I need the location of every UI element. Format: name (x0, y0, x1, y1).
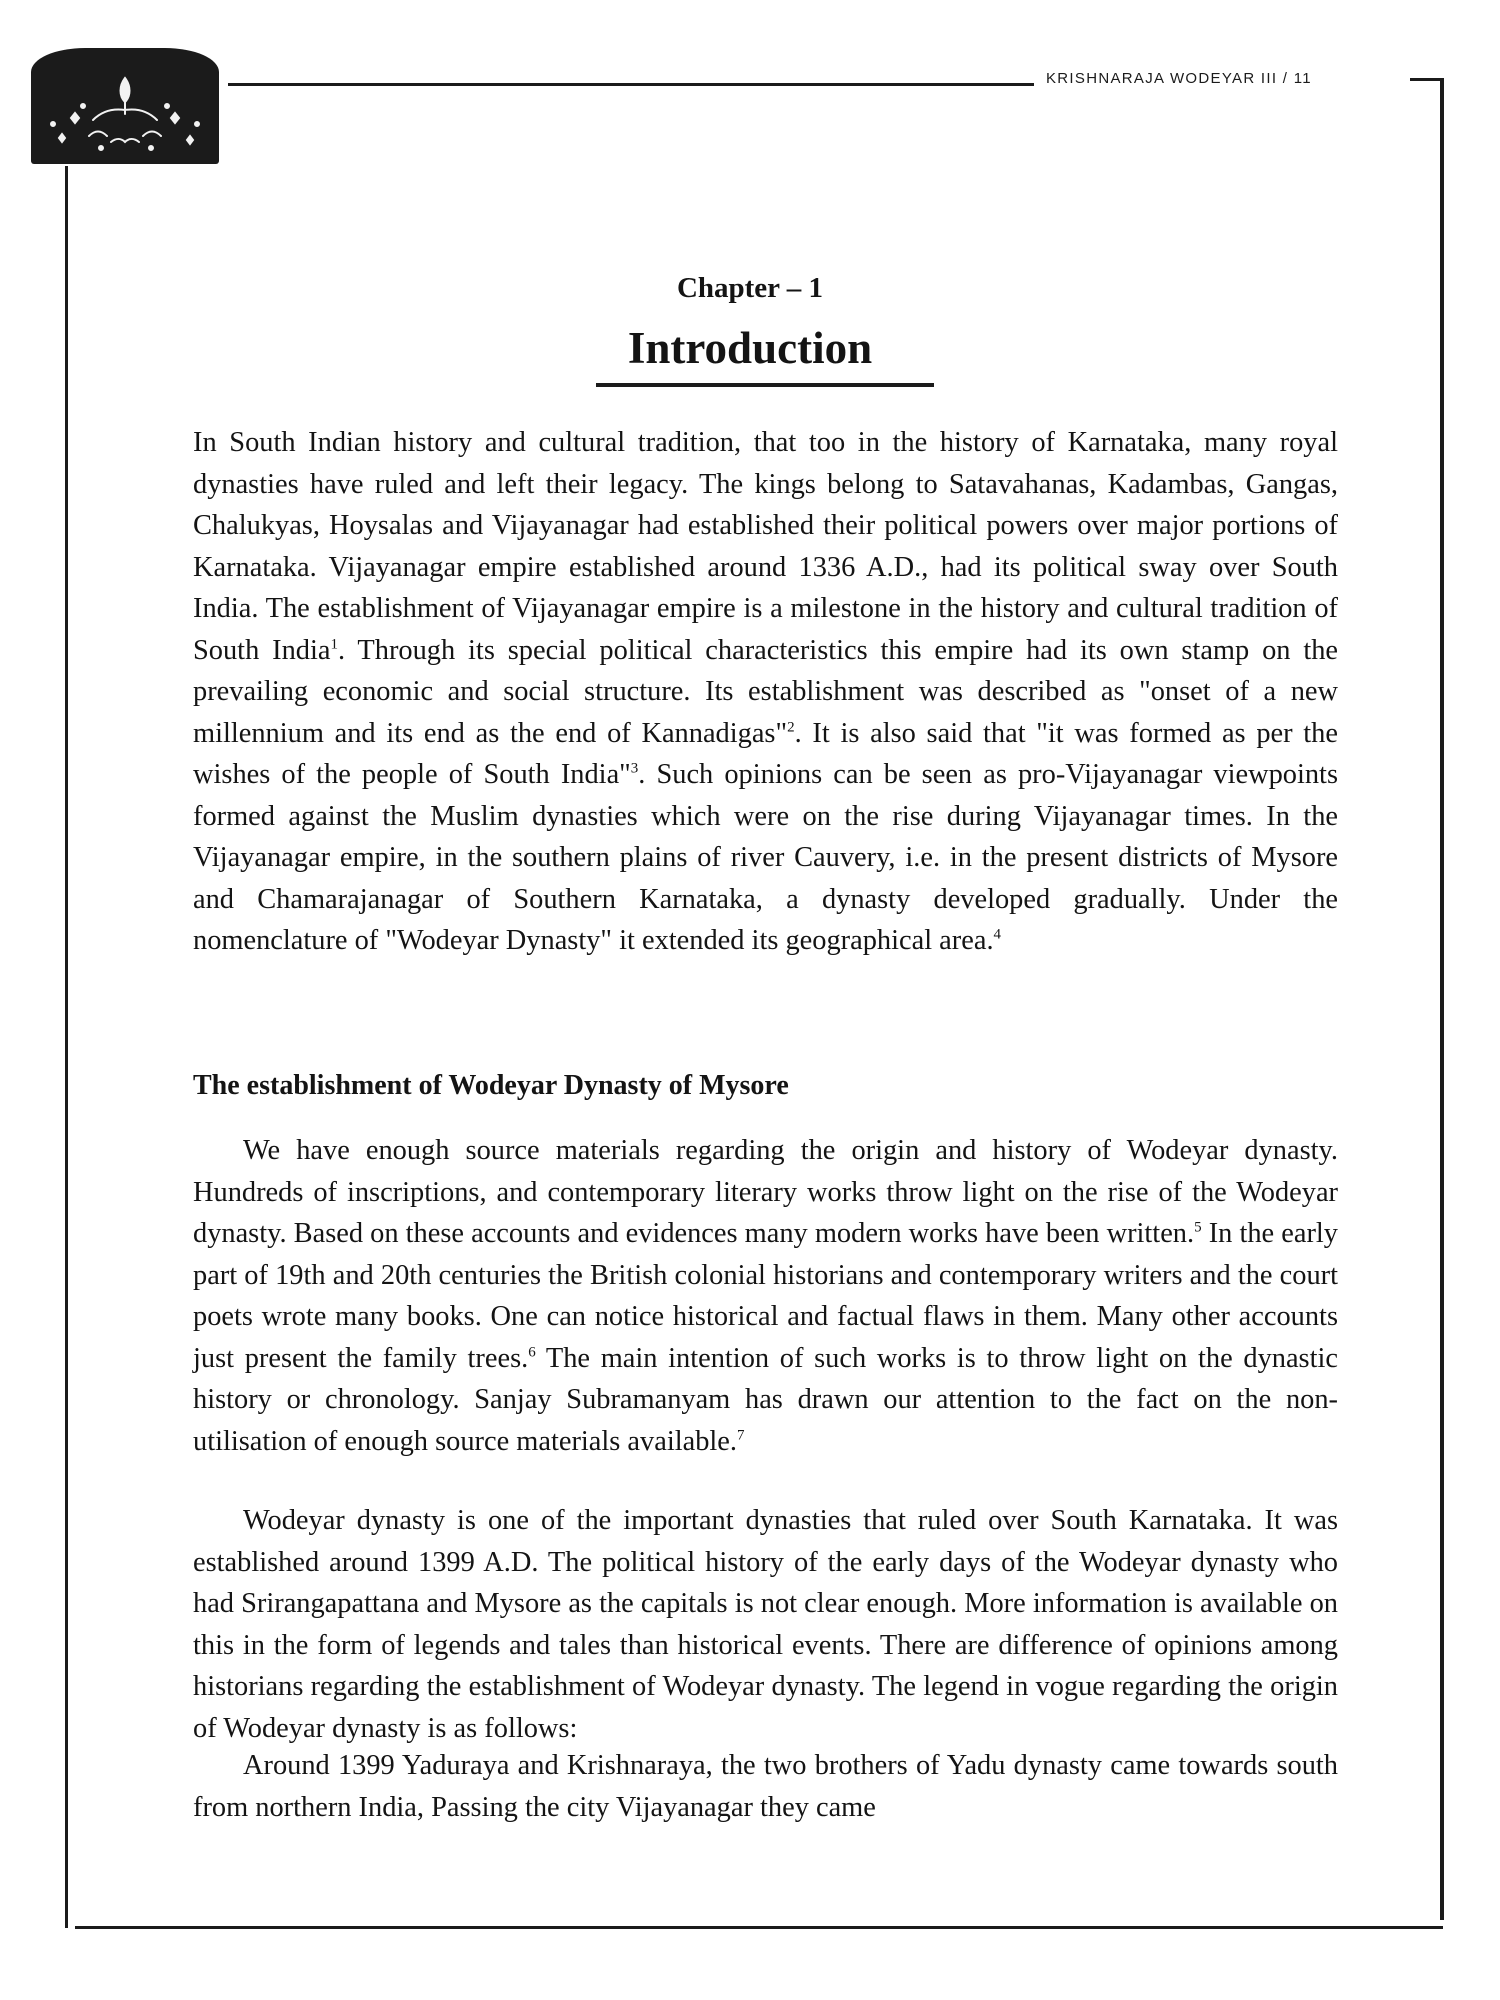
intro-text-4: . Such opinions can be seen as pro-Vijayanagar viewpoints formed against the Muslim dynasties which were on the rise during Vijayanagar times. In the Vijayanagar empire, in the southern plains of river Cauvery, i.e. in the present districts of Mysore and Chamarajanagar of Southern Karnataka, a dynasty developed gradually. Under the nomenclature of "Wodeyar Dynasty" it extended its geographical area. (193, 759, 1338, 956)
header-rule (228, 83, 1034, 86)
page-border-left (65, 166, 68, 1928)
sources-paragraph (193, 1130, 1338, 1462)
running-head: KRISHNARAJA WODEYAR III / 11 (1046, 70, 1312, 87)
floral-emblem (31, 48, 219, 164)
intro-text-1: In South Indian history and cultural tradition, that too in the history of Karnataka, many royal dynasties have ruled and left their legacy. The kings belong to Satavahanas, Kadambas, Gangas, Chalukyas, Hoysalas and Vijayanagar had established their political powers over major portions of Karnataka. Vijayanagar empire established around 1336 A.D., had its political sway over South India. The establishment of Vijayanagar empire is a milestone in the history and cultural tradition of South India (193, 427, 1338, 666)
intro-paragraph (193, 422, 1338, 962)
footnote-ref-4: 4 (993, 926, 1002, 943)
footnote-ref-3: 3 (630, 760, 639, 777)
footnote-ref-5: 5 (1194, 1219, 1202, 1236)
footnote-ref-6: 6 (528, 1344, 536, 1361)
dynasty-paragraph (193, 1500, 1338, 1749)
page-border-bottom (75, 1926, 1443, 1929)
footnote-ref-1: 1 (330, 636, 338, 653)
legend-text: Around 1399 Yaduraya and Krishnaraya, the two brothers of Yadu dynasty came towards south from northern India, Passing the city Vijayanagar they came (193, 1750, 1338, 1823)
sources-text-3: The main intention of such works is to throw light on the dynastic history or chronology. Sanjay Subramanyam has drawn our attention to the fact on the non-utilisation of enough source materials available. (193, 1342, 1338, 1457)
dynasty-text: Wodeyar dynasty is one of the important dynasties that ruled over South Karnataka. It was established around 1399 A.D. The political history of the early days of the Wodeyar dynasty who had Srirangapattana and Mysore as the capitals is not clear enough. More information is available on this in the form of legends and tales than historical events. There are difference of opinions among historians regarding the establishment of Wodeyar dynasty. The legend in vogue regarding the origin of Wodeyar dynasty is as follows: (193, 1505, 1338, 1744)
chapter-label: Chapter – 1 (676, 272, 824, 304)
legend-paragraph (193, 1745, 1338, 1828)
footnote-ref-7: 7 (736, 1427, 745, 1444)
intro-text-2: . Through its special political characteristics this empire had its own stamp on the prevailing economic and social structure. Its establishment was described as "onset of a new millennium and its end as the end of Kannadigas" (193, 634, 1339, 749)
floral-emblem-icon (31, 48, 219, 164)
title-underline (596, 383, 934, 387)
header-rule-end (1410, 78, 1443, 81)
sources-text-2: In the early part of 19th and 20th centuries the British colonial historians and contemporary writers and the court poets wrote many books. One can notice historical and factual flaws in them. Many other accounts just present the family trees. (193, 1218, 1338, 1374)
footnote-ref-2: 2 (787, 719, 795, 736)
sources-text-1: We have enough source materials regarding the origin and history of Wodeyar dynasty. Hundreds of inscriptions, and contemporary literary works throw light on the rise of the Wodeyar dynasty. Based on these accounts and evidences many modern works have been written. (193, 1135, 1338, 1249)
chapter-title: Introduction (627, 323, 873, 373)
intro-text-3: . It is also said that "it was formed as per the wishes of the people of South India" (193, 717, 1338, 790)
section-heading: The establishment of Wodeyar Dynasty of Mysore (193, 1070, 789, 1101)
